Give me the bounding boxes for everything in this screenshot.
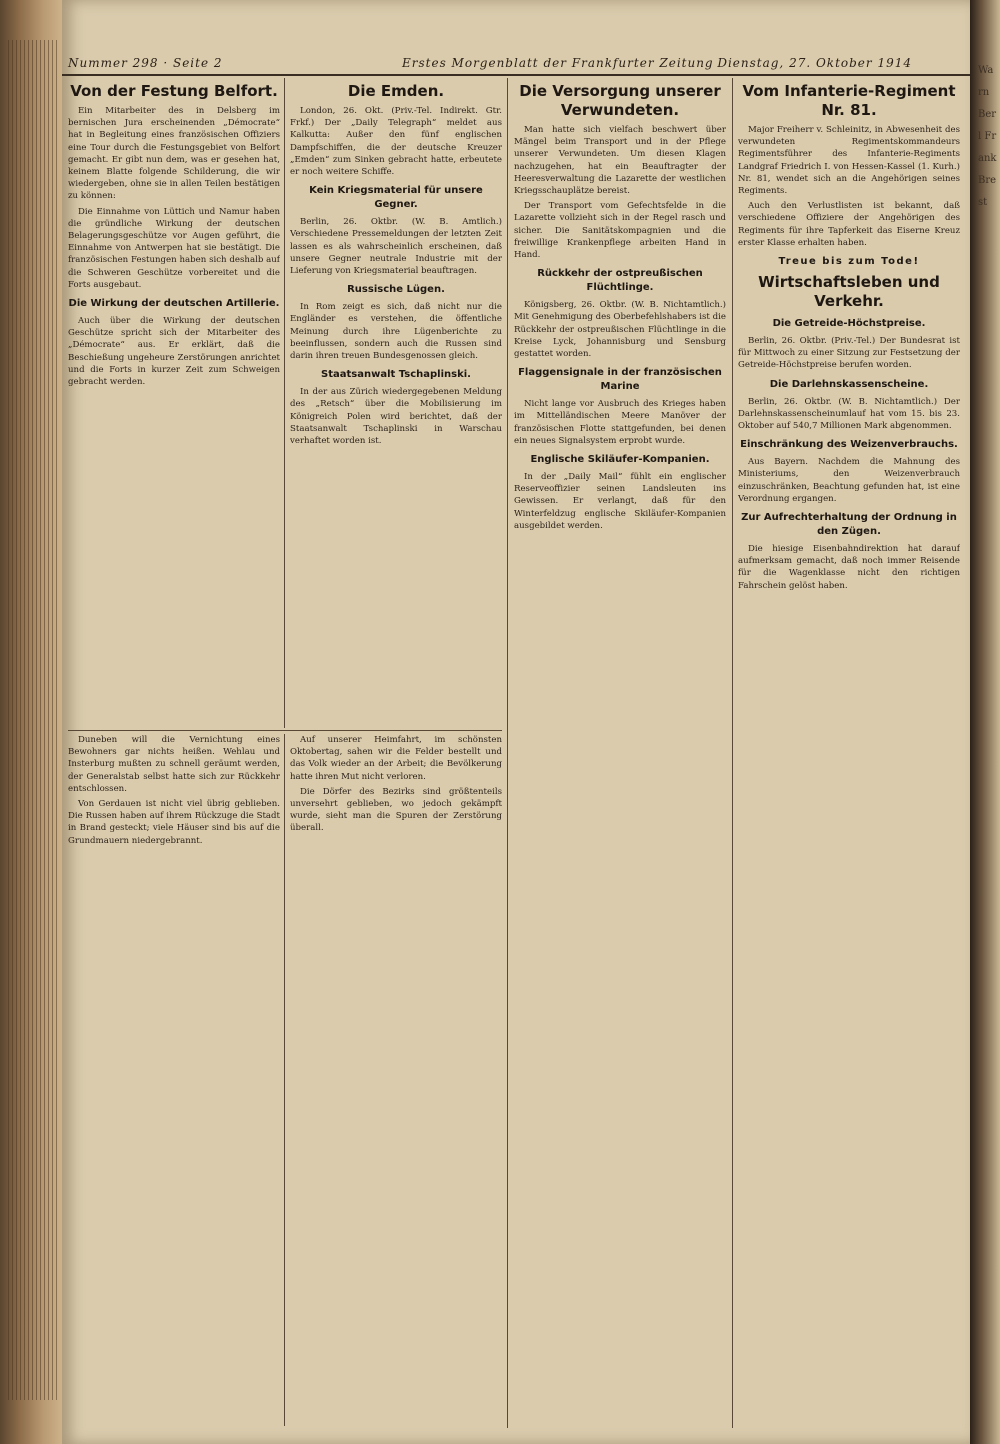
article-paragraph: Aus Bayern. Nachdem die Mahnung des Ministeriums, den Weizenverbrauch einzuschränken, Beachtung gefunden hat, ist eine Verordnung ergangen. <box>738 457 960 504</box>
article-paragraph: Berlin, 26. Oktbr. (W. B. Nichtamtlich.) Der Darlehnskassenscheinumlauf hat vom 15. bis 23. Oktober auf 540,7 Millionen Mark abgenommen. <box>738 396 960 432</box>
column-4 <box>738 78 960 1428</box>
article-paragraph: In der aus Zürich wiedergegebenen Meldung des „Retsch“ über die Mobilisierung im Königreich Polen wird berichtet, daß der Staatsanwalt Tschaplinski in Warschau verhaftet worden ist. <box>290 387 502 447</box>
article-subheading: Zur Aufrechterhaltung der Ordnung in den Zügen. <box>741 512 957 538</box>
masthead <box>62 52 970 76</box>
article-subheading: Russische Lügen. <box>347 284 445 296</box>
article-paragraph: Der Transport vom Gefechtsfelde in die Lazarette vollzieht sich in der Regel rasch und sicher. Die Sanitätskompagnien und die freiwillige Krankenpflege arbeiten Hand in Hand. <box>514 201 726 261</box>
article-subheading: Die Getreide-Höchstpreise. <box>772 318 926 330</box>
article-paragraph: Auch den Verlustlisten ist bekannt, daß verschiedene Offiziere der Angehörigen des Regiments für ihre Tapferkeit das Eiserne Kreuz erster Klasse erhalten haben. <box>738 201 960 248</box>
article-paragraph: Auch über die Wirkung der deutschen Geschütze spricht sich der Mitarbeiter des „Démocrate“ aus. Er erklärt, daß die Beschießung ungeheure Zerstörungen anrichtet und die Forts in kurzer Zeit zum Schweigen gebracht werden. <box>68 316 280 388</box>
newspaper-page <box>62 0 970 1444</box>
column-divider <box>507 78 508 1428</box>
column-3 <box>514 78 726 1428</box>
issue-date: Dienstag, 27. Oktober 1914 <box>717 56 912 70</box>
column-divider <box>284 78 285 728</box>
article-subheading: Staatsanwalt Tschaplinski. <box>321 369 471 381</box>
article-paragraph: In Rom zeigt es sich, daß nicht nur die Engländer es verstehen, die öffentliche Meinung durch ihre Lügenberichte zu beeinflussen, sondern auch die Russen sind darin ihren treuen Bundesgenossen gleich. <box>290 302 502 362</box>
section-divider <box>68 730 502 731</box>
next-page-text: Warn Berl Frank Brest <box>978 65 997 208</box>
article-paragraph: Major Freiherr v. Schleinitz, in Abwesenheit des verwundeten Regimentskommandeurs Regimentsführer des Infanterie-Regiments Landgraf Friedrich I. von Hessen-Kassel (1. Kurh.) Nr. 81, wendet sich an die Angehörigen seines Regiments. <box>738 125 960 197</box>
continuation-column-1 <box>68 734 280 1426</box>
article-paragraph: Nicht lange vor Ausbruch des Krieges haben im Mittelländischen Meere Manöver der französischen Flotte stattgefunden, bei denen ein neues Signalsystem erprobt wurde. <box>514 399 726 446</box>
article-subheading: Die Wirkung der deutschen Artillerie. <box>68 298 280 310</box>
article-subheading: Kein Kriegsmaterial für unsere Gegner. <box>309 185 483 211</box>
article-paragraph: Duneben will die Vernichtung eines Bewohners gar nichts heißen. Wehlau und Insterburg mußten zu schnell geräumt werden, der Generalstab selbst hatte sich zur Rückkehr entschlossen. <box>68 735 280 794</box>
article-paragraph: Die Dörfer des Bezirks sind größtenteils unversehrt geblieben, wo jedoch gekämpft wurde, sieht man die Spuren der Zerstörung überall. <box>290 786 502 834</box>
column-divider <box>732 78 733 1428</box>
continuation-column-2 <box>290 734 502 1426</box>
column-divider <box>284 734 285 1426</box>
closing-line: Treue bis zum Tode! <box>778 256 920 268</box>
article-paragraph: London, 26. Okt. (Priv.-Tel. Indirekt. Gtr. Frkf.) Der „Daily Telegraph“ meldet aus Kalkutta: Außer den fünf englischen Dampfschiffen, die der deutsche Kreuzer „Emden“ zum Sinken gebracht hatte, erbeutete er noch weitere Schiffe. <box>290 106 502 178</box>
article-subheading: Rückkehr der ostpreußischen Flüchtlinge. <box>537 268 703 294</box>
article-heading: Von der Festung Belfort. <box>70 82 278 100</box>
article-paragraph: In der „Daily Mail“ fühlt ein englischer Reserveoffizier seinen Landsleuten ins Gewissen. Er verlangt, daß für den Winterfeldzug englische Skiläufer-Kompanien ausgebildet werden. <box>514 472 726 531</box>
article-subheading: Englische Skiläufer-Kompanien. <box>530 454 710 466</box>
binding-page-stack <box>8 40 58 1400</box>
next-page-edge <box>970 0 1000 1444</box>
article-heading: Die Versorgung unserer Verwundeten. <box>519 82 721 119</box>
book-binding <box>0 0 62 1444</box>
article-paragraph: Die Einnahme von Lüttich und Namur haben die gründliche Wirkung der deutschen Belagerungsgeschütze vor Augen geführt, die Einnahme von Antwerpen hat sie bestätigt. Die französischen Festungen haben sich deshalb auf die Schweren Geschütze vorbereitet und die Forts ausgebaut. <box>68 206 280 290</box>
article-paragraph: Berlin, 26. Oktbr. (Priv.-Tel.) Der Bundesrat ist für Mittwoch zu einer Sitzung zur Festsetzung der Getreide-Höchstpreise berufen worden. <box>738 336 960 371</box>
column-2 <box>290 78 502 728</box>
article-paragraph: Von Gerdauen ist nicht viel übrig geblieben. Die Russen haben auf ihrem Rückzuge die Stadt in Brand gesteckt; viele Häuser sind bis auf die Grundmauern niedergebrannt. <box>68 799 280 846</box>
article-paragraph: Königsberg, 26. Oktbr. (W. B. Nichtamtlich.) Mit Genehmigung des Oberbefehlshabers ist die Rückkehr der ostpreußischen Flüchtlinge in die Kreise Lyck, Johannisburg und Sensburg gestattet worden. <box>514 300 726 360</box>
paper-title: Erstes Morgenblatt der Frankfurter Zeitung <box>402 56 714 70</box>
article-heading: Die Emden. <box>347 82 445 100</box>
article-paragraph: Berlin, 26. Oktbr. (W. B. Amtlich.) Verschiedene Pressemeldungen der letzten Zeit lassen es als wahrscheinlich erscheinen, daß unsere Gegner neutrale Industrie mit der Lieferung von Kriegsmaterial beauftragen. <box>290 217 502 277</box>
article-subheading: Flaggensignale in der französischen Marine <box>518 367 722 393</box>
article-paragraph: Die hiesige Eisenbahndirektion hat darauf aufmerksam gemacht, daß noch immer Reisende für die Wagenklasse nicht den richtigen Fahrschein gelöst haben. <box>738 544 960 591</box>
article-heading: Vom Infanterie-Regiment Nr. 81. <box>742 82 956 119</box>
article-subheading: Einschränkung des Weizenverbrauchs. <box>740 439 958 451</box>
article-paragraph: Man hatte sich vielfach beschwert über Mängel beim Transport und in der Pflege unserer Verwundeten. Um diesen Klagen nachzugehen, hat ein Beauftragter der Heeresverwaltung die Lazarette der westlichen Kriegsschauplätze bereist. <box>514 125 726 197</box>
column-1 <box>68 78 280 728</box>
article-paragraph: Auf unserer Heimfahrt, im schönsten Oktobertag, sahen wir die Felder bestellt und das Volk wieder an der Arbeit; die Bevölkerung hatte ihren Mut nicht verloren. <box>290 735 502 782</box>
article-subheading: Die Darlehnskassenscheine. <box>769 378 929 390</box>
section-heading: Wirtschaftsleben und Verkehr. <box>758 273 940 311</box>
article-paragraph: Ein Mitarbeiter des in Delsberg im bernischen Jura erscheinenden „Démocrate“ hat in Begleitung eines französischen Offiziers eine Tour durch die Festungsgebiet von Belfort gemacht. Er gibt nun dem, was er gesehen hat, keinem Blatte folgende Schilderung, die wir wiedergeben, ohne sie in allen Teilen bestätigen zu können: <box>68 106 280 202</box>
issue-number: Nummer 298 · Seite 2 <box>68 56 223 70</box>
